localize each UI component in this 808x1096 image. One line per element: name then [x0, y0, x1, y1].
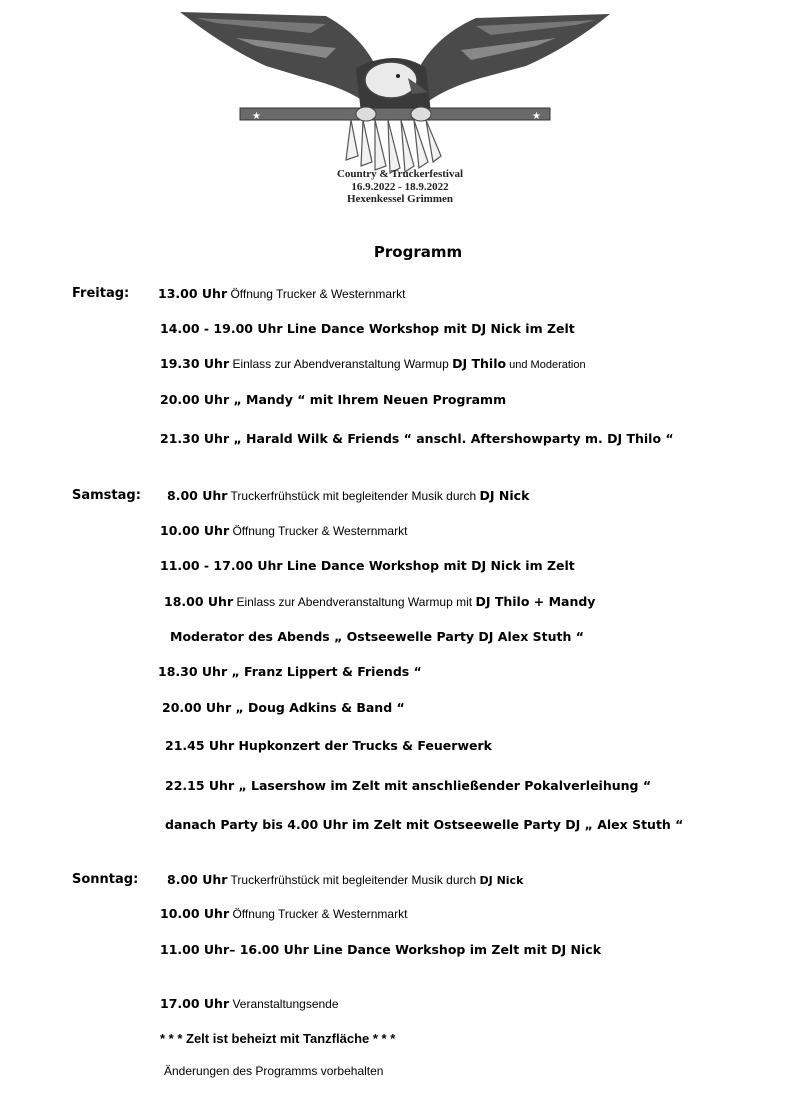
- festival-logo: [0, 0, 808, 215]
- item-dj: DJ Nick: [479, 874, 524, 887]
- item-text: Öffnung Trucker & Westernmarkt: [229, 524, 408, 538]
- item-time: 18.00 Uhr: [164, 594, 234, 609]
- item-text: Öffnung Trucker & Westernmarkt: [227, 287, 406, 301]
- item-text: Einlass zur Abendveranstaltung Warmup: [229, 357, 453, 371]
- item-text: Truckerfrühstück mit begleitender Musik durch: [227, 873, 480, 887]
- list-item: danach Party bis 4.00 Uhr im Zelt mit Ostseewelle Party DJ „ Alex Stuth “: [165, 817, 684, 832]
- list-item: Moderator des Abends „ Ostseewelle Party DJ Alex Stuth “: [170, 629, 584, 644]
- list-item: [167, 872, 523, 889]
- item-note: und Moderation: [506, 359, 586, 371]
- list-item: 20.00 Uhr „ Doug Adkins & Band “: [162, 700, 405, 715]
- item-time: 19.30 Uhr: [160, 356, 230, 371]
- page-title: Programm: [373, 243, 463, 261]
- logo-venue: Hexenkessel Grimmen: [346, 193, 453, 205]
- item-dj: DJ Thilo: [452, 356, 507, 371]
- item-time: 8.00 Uhr: [167, 872, 228, 887]
- list-item: 14.00 - 19.00 Uhr Line Dance Workshop mit DJ Nick im Zelt: [160, 321, 575, 336]
- svg-text:★: ★: [532, 111, 541, 122]
- logo-title: Country & Truckerfestival: [336, 168, 464, 180]
- item-text: Öffnung Trucker & Westernmarkt: [229, 907, 408, 921]
- heated-tent-note: * * * Zelt ist beheizt mit Tanzfläche * * *: [160, 1031, 396, 1046]
- list-item: 21.45 Uhr Hupkonzert der Trucks & Feuerwerk: [165, 738, 492, 753]
- list-item: [160, 906, 407, 922]
- list-item: [164, 594, 595, 610]
- item-text: Einlass zur Abendveranstaltung Warmup mit: [233, 595, 476, 609]
- list-item: 18.30 Uhr „ Franz Lippert & Friends “: [158, 664, 422, 679]
- item-time: 10.00 Uhr: [160, 906, 230, 921]
- item-text: Veranstaltungsende: [229, 997, 339, 1011]
- item-text: Truckerfrühstück mit begleitender Musik durch: [227, 489, 480, 503]
- item-time: 13.00 Uhr: [158, 286, 228, 301]
- list-item: 21.30 Uhr „ Harald Wilk & Friends “ anschl. Aftershowparty m. DJ Thilo “: [160, 431, 674, 446]
- day-label-sunday: Sonntag:: [72, 872, 139, 887]
- svg-text:★: ★: [252, 111, 261, 122]
- item-time: 17.00 Uhr: [160, 996, 230, 1011]
- logo-dates: 16.9.2022 - 18.9.2022: [351, 181, 449, 193]
- day-label-friday: Freitag:: [72, 286, 130, 301]
- list-item: [160, 996, 339, 1012]
- list-item: 20.00 Uhr „ Mandy “ mit Ihrem Neuen Programm: [160, 392, 507, 407]
- list-item: [158, 286, 405, 302]
- list-item: 11.00 Uhr– 16.00 Uhr Line Dance Workshop im Zelt mit DJ Nick: [160, 942, 602, 957]
- list-item: 22.15 Uhr „ Lasershow im Zelt mit anschließender Pokalverleihung “: [165, 778, 652, 793]
- day-label-saturday: Samstag:: [72, 488, 141, 503]
- item-dj: DJ Nick: [479, 488, 530, 503]
- item-time: 8.00 Uhr: [167, 488, 228, 503]
- list-item: 11.00 - 17.00 Uhr Line Dance Workshop mit DJ Nick im Zelt: [160, 558, 575, 573]
- list-item: [160, 356, 586, 373]
- list-item: [167, 488, 529, 504]
- item-dj: DJ Thilo + Mandy: [475, 594, 596, 609]
- disclaimer-note: Änderungen des Programms vorbehalten: [164, 1064, 384, 1078]
- list-item: [160, 523, 407, 539]
- item-time: 10.00 Uhr: [160, 523, 230, 538]
